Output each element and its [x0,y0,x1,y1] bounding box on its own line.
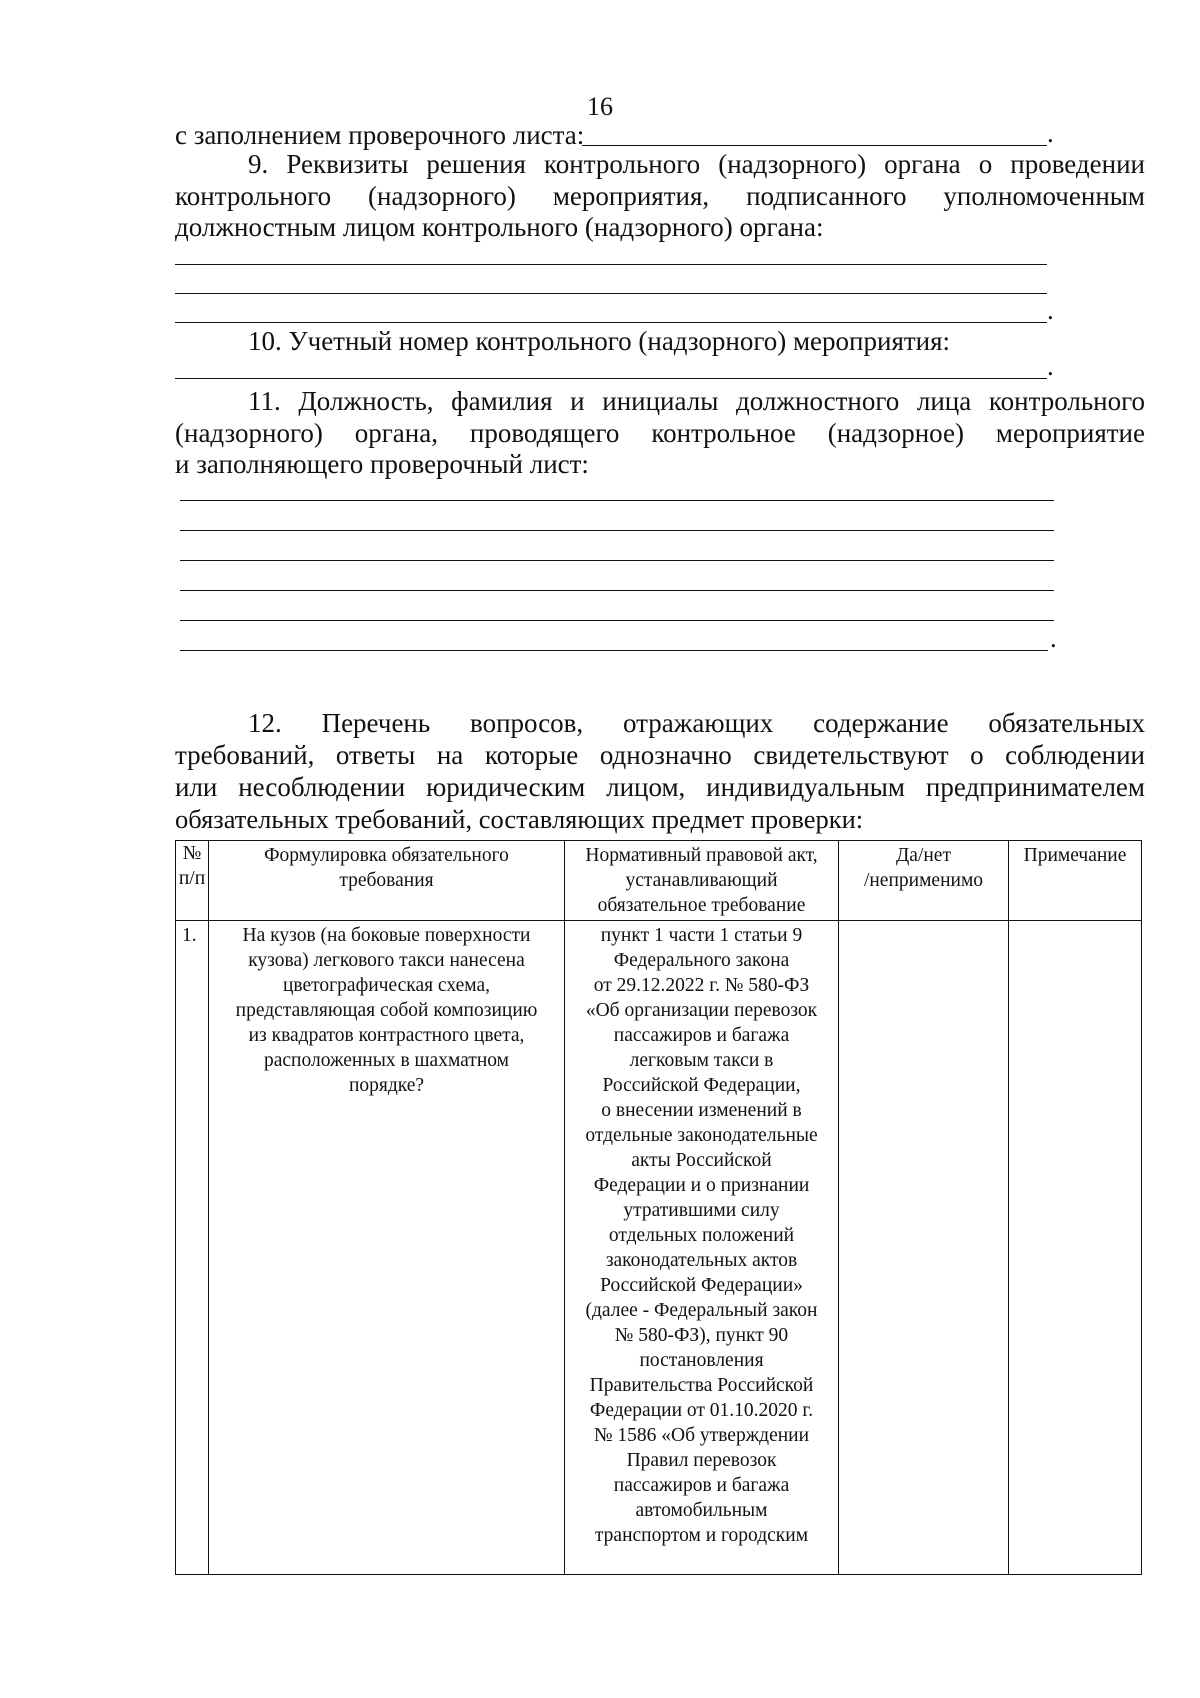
header-act: Нормативный правовой акт, устанавливающий обязательное требование [565,841,839,921]
intro-text: с заполнением проверочного листа: [175,120,585,150]
intro-fill-line [582,145,1047,146]
row-requirement: На кузов (на боковые поверхности кузова) легкового такси нанесена цветографическая схема, представляющая собой композицию из квадратов контрастного цвета, расположенных в шахматном порядке? [209,921,565,1575]
row-act: пункт 1 части 1 статьи 9 Федерального закона от 29.12.2022 г. № 580-ФЗ «Об организации перевозок пассажиров и багажа легковым такси в Российской Федерации, о внесении изменений в отдельные законодательные акты Российской Федерации и о признании утратившими силу отдельных положений законодательных актов Российской Федерации» (далее - Федеральный закон № 580-ФЗ), пункт 90 постановления Правительства Российской Федерации от 01.10.2020 г. № 1586 «Об утверждении Правил перевозок пассажиров и багажа автомобильным транспортом и городским [565,921,839,1575]
intro-dot: . [1047,118,1054,148]
item9-fill-line-1 [175,264,1047,265]
item12-line-1: 12. Перечень вопросов, отражающих содержание обязательных [248,708,1145,738]
item11-fill-line-5 [180,620,1054,621]
header-note: Примечание [1009,841,1142,921]
item11-line-3: и заполняющего проверочный лист: [175,449,589,479]
page-number: 16 [587,92,613,121]
item9-line-1: 9. Реквизиты решения контрольного (надзорного) органа о проведении [248,149,1145,179]
item10-dot: . [1047,351,1054,381]
item11-dot: . [1050,623,1057,653]
item12-line-2: требований, ответы на которые однозначно свидетельствуют о соблюдении [175,740,1145,770]
item9-fill-line-3 [175,322,1047,323]
requirements-table [175,840,1142,1575]
header-requirement: Формулировка обязательного требования [209,841,565,921]
row-note-cell[interactable] [1009,921,1142,1575]
item10-text: 10. Учетный номер контрольного (надзорного) мероприятия: [248,326,951,356]
item11-fill-line-3 [180,560,1054,561]
item11-line-1: 11. Должность, фамилия и инициалы должностного лица контрольного [248,386,1145,416]
item12-line-4: обязательных требований, составляющих предмет проверки: [175,804,864,834]
item9-fill-line-2 [175,293,1047,294]
item9-line-3: должностным лицом контрольного (надзорного) органа: [175,212,824,242]
header-answer: Да/нет /неприменимо [839,841,1009,921]
intro-line [175,119,1145,151]
item12-line-3: или несоблюдении юридическим лицом, индивидуальным предпринимателем [175,772,1145,802]
item11-fill-line-4 [180,590,1054,591]
table-header-row [176,841,1142,921]
item10-fill-line [175,378,1047,379]
item11-fill-line-1 [180,500,1054,501]
item11-line-2: (надзорного) органа, проводящего контрольное (надзорное) мероприятие [175,418,1145,448]
row-num: 1. [176,921,209,1575]
item11-fill-line-2 [180,530,1054,531]
item11-fill-line-6 [180,650,1048,651]
row-answer-cell[interactable] [839,921,1009,1575]
table-row [176,921,1142,1575]
header-num: № п/п [176,841,209,921]
item9-line-2: контрольного (надзорного) мероприятия, подписанного уполномоченным [175,181,1145,211]
item9-dot: . [1047,295,1054,325]
